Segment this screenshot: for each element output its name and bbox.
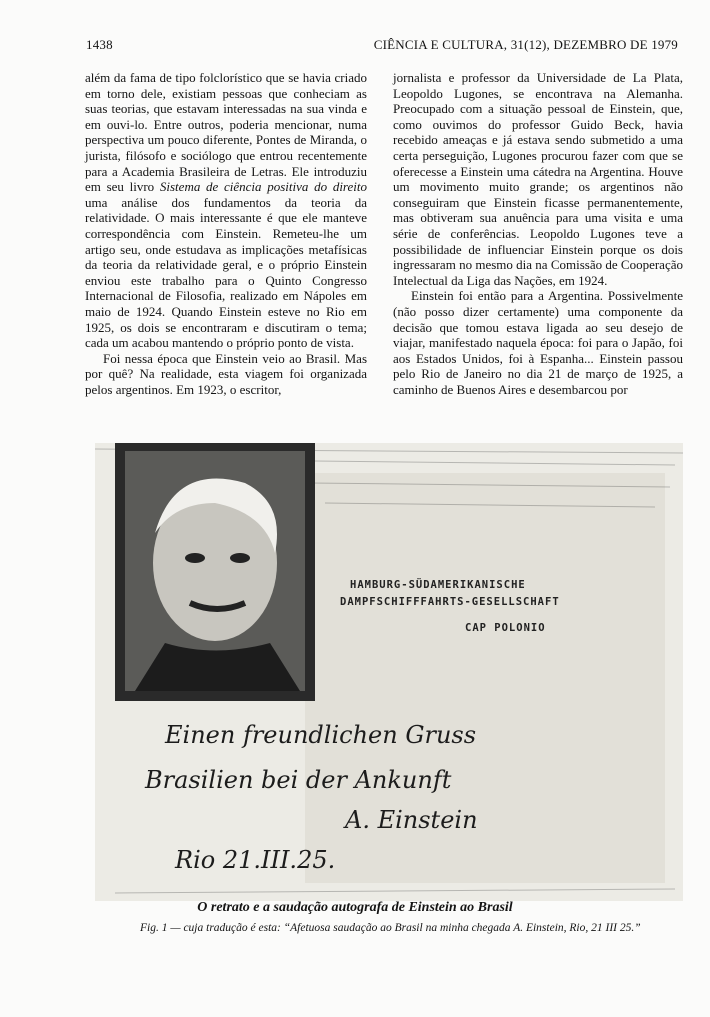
figure-illustration bbox=[95, 443, 683, 901]
book-title-italic: Sistema de ciência positiva do direito bbox=[159, 179, 368, 195]
card-line-1: HAMBURG-SÜDAMERIKANISCHE bbox=[350, 579, 526, 591]
left-paragraph-1-text-b: uma análise dos fundamentos da teoria da relatividade. O mais interessante é que ele manteve correspondência com Einstein. Remeteu-lhe um artigo seu, onde estudava as implicações metafísicas da teoria da relatividade geral, e o próprio Einstein enviou este trabalho para o Quinto Congresso Internacional de Filosofia, realizado em Nápoles em maio de 1924. Quando Einstein esteve no Rio em 1925, os dois se encontraram e discutiram o tema; cada um acabou mantendo o próprio ponto de vista. bbox=[85, 194, 367, 351]
right-column bbox=[393, 70, 683, 397]
card-line-2: DAMPFSCHIFFFAHRTS-GESELLSCHAFT bbox=[340, 596, 560, 608]
handwriting-line-1: Einen freundlichen Gruss bbox=[165, 721, 477, 749]
left-paragraph-2: Foi nessa época que Einstein veio ao Brasil. Mas por quê? Na realidade, esta viagem foi organizada pelos argentinos. Em 1923, o escritor, bbox=[85, 350, 367, 397]
figure-label: O retrato e a saudação autografa de Einstein ao Brasil bbox=[197, 900, 513, 915]
portrait-photo bbox=[115, 443, 315, 701]
left-paragraph-1 bbox=[85, 70, 367, 351]
handwriting-signature: A. Einstein bbox=[345, 806, 478, 834]
running-title: CIÊNCIA E CULTURA, 31(12), DEZEMBRO DE 1979 bbox=[373, 37, 678, 52]
figure-photo bbox=[95, 443, 683, 901]
handwriting-date: Rio 21.III.25. bbox=[175, 846, 336, 874]
page-number: 1438 bbox=[86, 37, 113, 52]
card-line-3: CAP POLONIO bbox=[465, 622, 546, 634]
left-column bbox=[85, 70, 367, 397]
left-paragraph-1-text-a: além da fama de tipo folclorístico que se havia criado em torno dele, existiam pessoas que conheciam as suas teorias, que estavam interessadas na sua vinda e em ouvi-lo. Entre outros, poderia mencionar, numa perspectiva um pouco diferente, Pontes de Miranda, o jurista, filósofo e sociólogo que entrou recentemente para a Academia Brasileira de Letras. Ele introduziu em seu livro bbox=[85, 70, 367, 195]
right-paragraph-1: jornalista e professor da Universidade de La Plata, Leopoldo Lugones, se encontrava na Alemanha. Preocupado com a situação pessoal de Einstein, que, como ouvimos do professor Guido Beck, havia recebido ameaças e já estava sendo submetido a uma certa perseguição, Lugones procurou fazer com que se oferecesse a Einstein uma cátedra na Argentina. Houve um movimento muito grande; os argentinos não conseguiram que Einstein ficasse permanentemente, mas obtiveram sua anuência para uma visita e uma série de conferências. Leopoldo Lugones teve a possibilidade de influenciar Einstein porque os dois ingressaram no mesmo dia na Comissão de Cooperação Intelectual da Liga das Nações, em 1924. bbox=[393, 70, 683, 288]
handwriting-line-2: Brasilien bei der Ankunft bbox=[145, 766, 452, 794]
figure-caption: Fig. 1 — cuja tradução é esta: “Afetuosa saudação ao Brasil na minha chegada A. Einstein, Rio, 21 III 25.” bbox=[140, 922, 641, 934]
right-paragraph-2: Einstein foi então para a Argentina. Possivelmente (não posso dizer certamente) uma componente da decisão que tomou estava ligada ao seu desejo de viajar, manifestado naquela época: foi para o Japão, foi aos Estados Unidos, foi à Espanha... Einstein passou pelo Rio de Janeiro no dia 21 de março de 1925, a caminho de Buenos Aires e desembarcou por bbox=[393, 288, 683, 397]
